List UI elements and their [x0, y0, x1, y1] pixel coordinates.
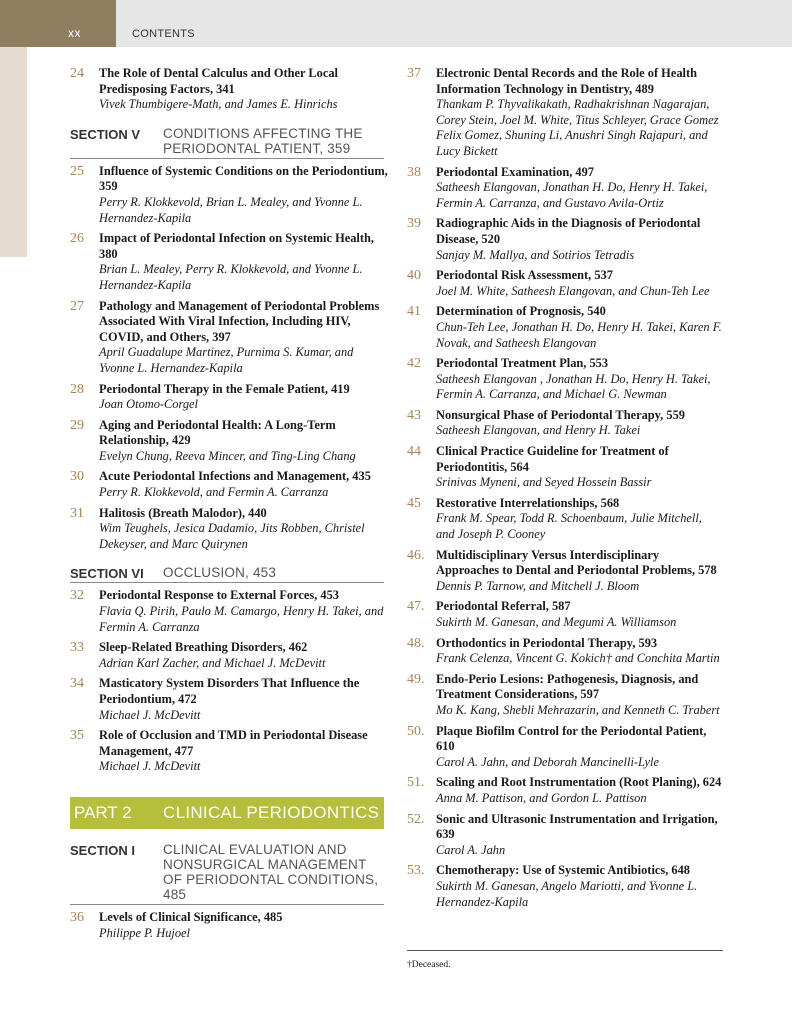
- chapter-authors: Srinivas Myneni, and Seyed Hossein Bassir: [436, 475, 652, 490]
- chapter-title: Endo-Perio Lesions: Pathogenesis, Diagnosis, and Treatment Considerations, 597: [436, 671, 699, 702]
- chapter-authors: Michael J. McDevitt: [99, 759, 201, 774]
- part-title: CLINICAL PERIODONTICS: [163, 802, 380, 822]
- chapter-title: Periodontal Response to External Forces, 453: [99, 588, 339, 603]
- toc-entry: [70, 728, 388, 775]
- chapter-number: 53.: [407, 863, 425, 879]
- toc-entry: [407, 268, 723, 299]
- chapter-number: 44: [407, 444, 421, 460]
- chapter-authors: Sukirth M. Ganesan, Angelo Mariotti, and Yvonne L. Hernandez-Kapila: [436, 878, 698, 909]
- chapter-title: Sonic and Ultrasonic Instrumentation and Irrigation, 639: [436, 811, 718, 842]
- toc-entry: [70, 299, 388, 377]
- chapter-number: 26: [70, 231, 84, 247]
- chapter-number: 37: [407, 66, 421, 81]
- chapter-authors: Thankam P. Thyvalikakath, Radhakrishnan Nagarajan, Corey Stein, Joel M. White, Titus Schleyer, Grace Gomez Felix Gomez, Shuning Li, Anushri Singh Rajapuri, and Lucy Bickett: [436, 97, 719, 158]
- chapter-number: 36: [70, 909, 84, 925]
- toc-entry: [70, 164, 388, 226]
- chapter-title: Restorative Interrelationships, 568: [436, 495, 620, 510]
- toc-entry: [407, 812, 723, 859]
- chapter-title: Role of Occlusion and TMD in Periodontal Disease Management, 477: [99, 728, 368, 758]
- entry-list: [70, 588, 388, 775]
- chapter-number: 28: [70, 381, 84, 397]
- entry-list: [70, 164, 388, 553]
- toc-entry: [407, 496, 723, 543]
- chapter-title: Periodontal Therapy in the Female Patient, 419: [99, 381, 350, 396]
- chapter-title: Nonsurgical Phase of Periodontal Therapy, 559: [436, 407, 685, 422]
- section-title: CONDITIONS AFFECTING THE PERIODONTAL PATIENT, 359: [163, 125, 363, 156]
- chapter-authors: Flavia Q. Pirih, Paulo M. Camargo, Henry H. Takei, and Fermin A. Carranza: [99, 604, 384, 634]
- chapter-number: 41: [407, 304, 421, 320]
- toc-entry: [407, 548, 723, 595]
- chapter-number: 43: [407, 407, 421, 423]
- chapter-number: 39: [407, 216, 421, 232]
- chapter-title: Determination of Prognosis, 540: [436, 304, 606, 319]
- chapter-authors: Mo K. Kang, Shebli Mehrazarin, and Kenneth C. Trabert: [436, 702, 720, 717]
- chapter-title: Acute Periodontal Infections and Management, 435: [99, 469, 371, 484]
- chapter-number: 47.: [407, 599, 425, 615]
- chapter-title: Chemotherapy: Use of Systemic Antibiotics, 648: [436, 863, 690, 878]
- toc-entry: [70, 676, 388, 723]
- chapter-title: Electronic Dental Records and the Role of Health Information Technology in Dentistry, 489: [436, 66, 697, 96]
- chapter-title: Multidisciplinary Versus Interdisciplinary Approaches to Dental and Periodontal Problems, 578: [436, 547, 717, 578]
- toc-entry: [70, 418, 388, 465]
- chapter-title: Radiographic Aids in the Diagnosis of Periodontal Disease, 520: [436, 216, 701, 246]
- chapter-title: Halitosis (Breath Malodor), 440: [99, 505, 267, 520]
- chapter-title: The Role of Dental Calculus and Other Local Predisposing Factors, 341: [99, 66, 338, 96]
- chapter-title: Aging and Periodontal Health: A Long-Term Relationship, 429: [99, 417, 336, 448]
- chapter-authors: Joan Otomo-Corgel: [99, 397, 198, 412]
- toc-entry: [407, 775, 723, 806]
- chapter-authors: Carol A. Jahn, and Deborah Mancinelli-Lyle: [436, 754, 659, 769]
- chapter-title: Influence of Systemic Conditions on the Periodontium, 359: [99, 163, 388, 194]
- toc-entry: [70, 588, 388, 635]
- chapter-number: 42: [407, 356, 421, 372]
- toc-entry: [70, 910, 388, 941]
- chapter-title: Plaque Biofilm Control for the Periodontal Patient, 610: [436, 723, 707, 754]
- chapter-title: Periodontal Examination, 497: [436, 164, 594, 179]
- chapter-title: Masticatory System Disorders That Influence the Periodontium, 472: [99, 676, 360, 706]
- chapter-authors: Satheesh Elangovan, Jonathan H. Do, Henry H. Takei, Fermin A. Carranza, and Gustavo Avila-Ortiz: [436, 180, 708, 210]
- chapter-authors: Dennis P. Tarnow, and Mitchell J. Bloom: [436, 578, 640, 593]
- chapter-authors: Sanjay M. Mallya, and Sotirios Tetradis: [436, 247, 635, 262]
- entry-list: [70, 910, 388, 941]
- chapter-authors: Carol A. Jahn: [436, 842, 506, 857]
- chapter-title: Orthodontics in Periodontal Therapy, 593: [436, 635, 658, 650]
- chapter-number: 38: [407, 164, 421, 180]
- chapter-title: Clinical Practice Guideline for Treatment of Periodontitis, 564: [436, 444, 669, 474]
- chapter-authors: Anna M. Pattison, and Gordon L. Pattison: [436, 790, 647, 805]
- toc-entry: [70, 469, 388, 500]
- chapter-authors: April Guadalupe Martinez, Purnima S. Kumar, and Yvonne L. Hernandez-Kapila: [99, 345, 354, 375]
- chapter-number: 31: [70, 505, 84, 521]
- chapter-number: 34: [70, 676, 84, 692]
- toc-entry: [407, 863, 723, 910]
- chapter-authors: Satheesh Elangovan, and Henry H. Takei: [436, 423, 641, 438]
- toc-entry: [407, 216, 723, 263]
- chapter-authors: Joel M. White, Satheesh Elangovan, and Chun-Teh Lee: [436, 283, 710, 298]
- chapter-number: 30: [70, 469, 84, 485]
- section-label: SECTION V: [70, 126, 141, 142]
- chapter-authors: Evelyn Chung, Reeva Mincer, and Ting-Ling Chang: [99, 448, 356, 463]
- toc-entry: [407, 408, 723, 439]
- chapter-number: 33: [70, 640, 84, 656]
- chapter-authors: Michael J. McDevitt: [99, 707, 201, 722]
- chapter-number: 25: [70, 163, 84, 179]
- section-heading: [70, 842, 384, 905]
- chapter-number: 52.: [407, 811, 425, 827]
- chapter-number: 49.: [407, 671, 425, 687]
- chapter-number: 50.: [407, 723, 425, 739]
- toc-entry: [70, 640, 388, 671]
- footnote-rule: [407, 950, 723, 951]
- section-heading: [70, 126, 384, 159]
- chapter-title: Sleep-Related Breathing Disorders, 462: [99, 640, 308, 655]
- chapter-authors: Vivek Thumbigere-Math, and James E. Hinrichs: [99, 97, 338, 112]
- chapter-number: 29: [70, 417, 84, 433]
- running-head: CONTENTS: [132, 28, 195, 40]
- right-column: [407, 66, 723, 915]
- chapter-number: 35: [70, 728, 84, 744]
- toc-entry: [407, 356, 723, 403]
- section-label: SECTION VI: [70, 566, 144, 582]
- toc-entry: [70, 382, 388, 413]
- chapter-number: 46.: [407, 547, 425, 563]
- chapter-number: 45: [407, 495, 421, 511]
- chapter-title: Impact of Periodontal Infection on Systemic Health, 380: [99, 231, 374, 261]
- chapter-title: Periodontal Risk Assessment, 537: [436, 268, 613, 283]
- toc-entry: [407, 66, 723, 160]
- entry-list: [70, 66, 388, 113]
- chapter-number: 51.: [407, 775, 425, 791]
- section-title: OCCLUSION, 453: [163, 565, 277, 581]
- entry-list: [407, 66, 723, 910]
- header-bar: [0, 0, 792, 47]
- toc-entry: [407, 599, 723, 630]
- chapter-number: 24: [70, 66, 84, 81]
- chapter-title: Periodontal Referral, 587: [436, 599, 571, 614]
- toc-entry: [407, 444, 723, 491]
- toc-entry: [407, 304, 723, 351]
- chapter-authors: Sukirth M. Ganesan, and Megumi A. Williamson: [436, 615, 677, 629]
- toc-entry: [70, 506, 388, 553]
- chapter-title: Levels of Clinical Significance, 485: [99, 909, 283, 924]
- chapter-authors: Frank Celenza, Vincent G. Kokich† and Conchita Martin: [436, 651, 720, 666]
- chapter-authors: Perry R. Klokkevold, and Fermin A. Carranza: [99, 485, 329, 500]
- chapter-title: Periodontal Treatment Plan, 553: [436, 356, 609, 371]
- toc-entry: [407, 672, 723, 719]
- part-heading: [70, 797, 384, 829]
- section-title: CLINICAL EVALUATION AND NONSURGICAL MANAGEMENT OF PERIODONTAL CONDITIONS, 485: [163, 841, 379, 902]
- section-label: SECTION I: [70, 842, 136, 858]
- side-tab: [0, 47, 27, 257]
- toc-entry: [70, 231, 388, 293]
- section-heading: [70, 565, 384, 583]
- toc-entry: [70, 66, 388, 113]
- chapter-authors: Frank M. Spear, Todd R. Schoenbaum, Julie Mitchell, and Joseph P. Cooney: [436, 511, 702, 542]
- chapter-number: 48.: [407, 635, 425, 651]
- chapter-authors: Philippe P. Hujoel: [99, 925, 190, 940]
- chapter-number: 27: [70, 298, 84, 314]
- part-label: PART 2: [74, 802, 132, 822]
- chapter-authors: Brian L. Mealey, Perry R. Klokkevold, and Yvonne L. Hernandez-Kapila: [99, 262, 363, 292]
- chapter-authors: Satheesh Elangovan , Jonathan H. Do, Henry H. Takei, Fermin A. Carranza, and Michael G. Newman: [436, 371, 711, 402]
- footnote: †Deceased.: [407, 960, 451, 970]
- toc-entry: [407, 165, 723, 212]
- chapter-number: 32: [70, 588, 84, 604]
- chapter-number: 40: [407, 268, 421, 284]
- page-number-box: [0, 0, 116, 47]
- toc-entry: [407, 636, 723, 667]
- chapter-title: Scaling and Root Instrumentation (Root Planing), 624: [436, 775, 722, 790]
- chapter-authors: Adrian Karl Zacher, and Michael J. McDevitt: [99, 655, 326, 670]
- chapter-authors: Wim Teughels, Jesica Dadamio, Jits Robben, Christel Dekeyser, and Marc Quirynen: [99, 521, 365, 551]
- left-column: [70, 66, 388, 946]
- toc-entry: [407, 724, 723, 771]
- chapter-title: Pathology and Management of Periodontal Problems Associated With Viral Infection, Including HIV, COVID, and Others, 397: [99, 298, 380, 344]
- page-number: xx: [68, 26, 81, 40]
- chapter-authors: Chun-Teh Lee, Jonathan H. Do, Henry H. Takei, Karen F. Novak, and Satheesh Elangovan: [436, 319, 722, 350]
- chapter-authors: Perry R. Klokkevold, Brian L. Mealey, and Yvonne L. Hernandez-Kapila: [99, 194, 363, 225]
